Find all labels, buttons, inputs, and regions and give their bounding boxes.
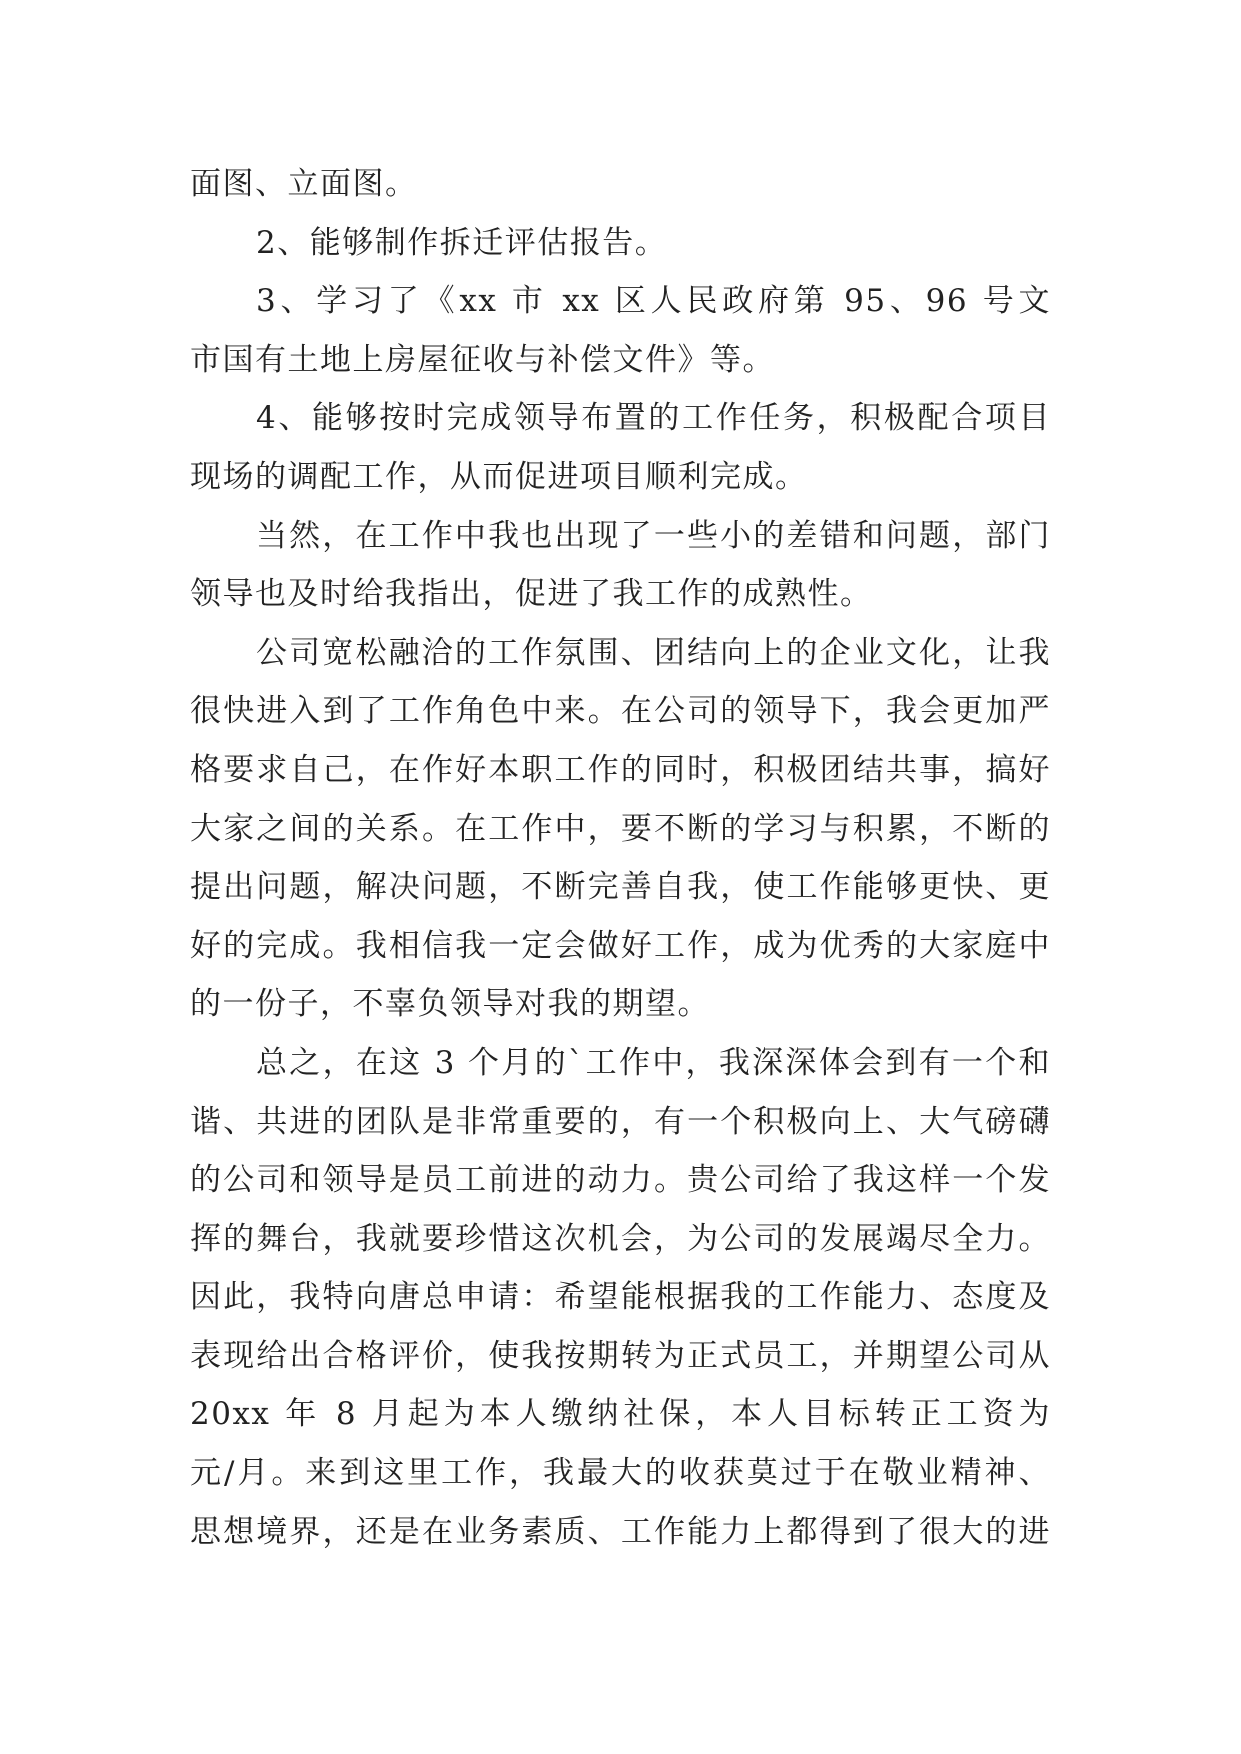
text-line: 提出问题，解决问题，不断完善自我，使工作能够更快、更 [190, 869, 1051, 906]
paragraph [190, 214, 1051, 273]
paragraph [190, 389, 1051, 506]
text-line: 20xx 年 8 月起为本人缴纳社保，本人目标转正工资为 [190, 1396, 1051, 1433]
text-line: 当然，在工作中我也出现了一些小的差错和问题，部门 [256, 517, 1051, 554]
text-line: 的一份子，不辜负领导对我的期望。 [190, 986, 710, 1023]
text-line: 挥的舞台，我就要珍惜这次机会，为公司的发展竭尽全力。 [190, 1220, 1051, 1257]
paragraph [190, 272, 1051, 389]
text-line: 很快进入到了工作角色中来。在公司的领导下，我会更加严 [190, 693, 1051, 730]
text-line: 4、能够按时完成领导布置的工作任务，积极配合项目 [256, 400, 1051, 437]
text-line: 领导也及时给我指出，促进了我工作的成熟性。 [190, 576, 873, 613]
text-line: 格要求自己，在作好本职工作的同时，积极团结共事，搞好 [190, 751, 1051, 788]
text-line: 2、能够制作拆迁评估报告。 [256, 224, 668, 261]
text-line: 好的完成。我相信我一定会做好工作，成为优秀的大家庭中 [190, 927, 1051, 964]
text-line: 思想境界，还是在业务素质、工作能力上都得到了很大的进 [190, 1513, 1051, 1550]
text-line: 大家之间的关系。在工作中，要不断的学习与积累，不断的 [190, 810, 1051, 847]
text-line: 市国有土地上房屋征收与补偿文件》等。 [190, 341, 775, 378]
paragraph [190, 624, 1051, 1034]
text-line: 面图、立面图。 [190, 166, 418, 202]
text-line: 3、学习了《xx 市 xx 区人民政府第 95、96 号文 [256, 283, 1051, 320]
text-line: 因此，我特向唐总申请：希望能根据我的工作能力、态度及 [190, 1279, 1051, 1316]
paragraph [190, 507, 1051, 624]
text-line: 元/月。来到这里工作，我最大的收获莫过于在敬业精神、 [190, 1455, 1051, 1492]
text-line: 表现给出合格评价，使我按期转为正式员工，并期望公司从 [190, 1337, 1051, 1374]
text-line: 谐、共进的团队是非常重要的，有一个积极向上、大气磅礴 [190, 1103, 1051, 1140]
document-body [190, 155, 1051, 1561]
text-line: 现场的调配工作，从而促进项目顺利完成。 [190, 458, 808, 495]
text-line: 的公司和领导是员工前进的动力。贵公司给了我这样一个发 [190, 1162, 1051, 1199]
paragraph [190, 155, 1051, 214]
text-line: 公司宽松融洽的工作氛围、团结向上的企业文化，让我 [256, 634, 1051, 671]
text-line: 总之，在这 3 个月的`工作中，我深深体会到有一个和 [256, 1044, 1051, 1081]
paragraph [190, 1034, 1051, 1561]
